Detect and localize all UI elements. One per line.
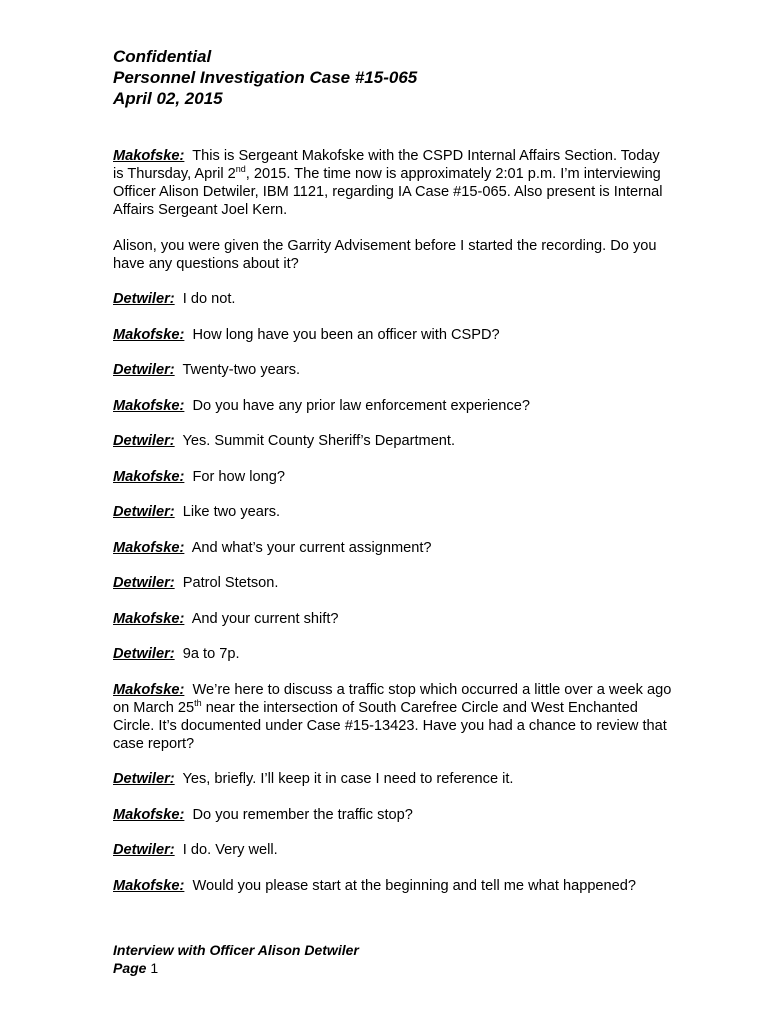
statement-text: Do you have any prior law enforcement experience? [192, 397, 530, 414]
transcript-paragraph [113, 539, 673, 557]
speaker-label: Detwiler: [113, 842, 175, 858]
speaker-label: Detwiler: [113, 433, 175, 449]
speaker-label: Makofske: [113, 610, 185, 627]
transcript-paragraph [113, 841, 673, 859]
speaker-label: Makofske: [113, 468, 185, 485]
speaker-label: Detwiler: [113, 291, 175, 307]
transcript-paragraph [113, 468, 673, 486]
confidential-label: Confidential [113, 47, 212, 66]
speaker-label: Detwiler: [113, 771, 175, 787]
transcript-paragraph [113, 290, 673, 308]
statement-text: Would you please start at the beginning and tell me what happened? [192, 877, 637, 894]
speaker-label: Detwiler: [113, 646, 175, 662]
speaker-label: Makofske: [113, 148, 185, 164]
transcript-paragraph [113, 237, 673, 273]
statement-text: For how long? [192, 468, 285, 485]
statement-text: How long have you been an officer with CSPD? [192, 326, 500, 343]
transcript-paragraph [113, 681, 673, 753]
transcript-paragraph [113, 397, 673, 415]
speaker-label: Makofske: [113, 326, 185, 343]
statement-text: 9a to 7p. [182, 646, 240, 662]
speaker-label: Makofske: [113, 539, 185, 556]
interview-transcript [113, 147, 673, 912]
document-header [113, 46, 673, 109]
speaker-label: Detwiler: [113, 575, 175, 591]
statement-text: Like two years. [182, 504, 281, 520]
page-number: 1 [150, 960, 159, 976]
ordinal-suffix: th [194, 697, 202, 708]
transcript-paragraph [113, 574, 673, 592]
page-indicator [113, 959, 673, 977]
transcript-paragraph [113, 147, 673, 219]
statement-text: I do. Very well. [182, 842, 278, 858]
transcript-paragraph [113, 326, 673, 344]
statement-text: Yes, briefly. I’ll keep it in case I need to reference it. [182, 771, 514, 787]
transcript-paragraph [113, 610, 673, 628]
statement-text: Alison, you were given the Garrity Advisement before I started the recording. Do you have any questions about it? [113, 237, 657, 272]
statement-text: And what’s your current assignment? [191, 539, 432, 556]
document-date: April 02, 2015 [113, 89, 223, 108]
transcript-paragraph [113, 503, 673, 521]
statement-text: Do you remember the traffic stop? [192, 806, 413, 823]
statement-text: , 2015. The time now is approximately 2:01 p.m. I’m interviewing Officer Alison Detwiler, IBM 1121, regarding IA Case #15-065. Also present is Internal Affairs Sergeant Joel Kern. [113, 166, 663, 218]
statement-text: Patrol Stetson. [182, 575, 279, 591]
statement-text: This is Sergeant Makofske with the CSPD Internal Affairs Section. Today is Thursday, April 2 [113, 148, 660, 182]
speaker-label: Detwiler: [113, 504, 175, 520]
statement-text: Yes. Summit County Sheriff’s Department. [182, 433, 456, 449]
transcript-paragraph [113, 361, 673, 379]
speaker-label: Makofske: [113, 877, 185, 894]
transcript-paragraph [113, 877, 673, 895]
speaker-label: Detwiler: [113, 362, 175, 378]
statement-text: Twenty-two years. [182, 362, 301, 378]
case-title: Personnel Investigation Case #15-065 [113, 68, 418, 87]
page-label: Page [113, 960, 147, 976]
speaker-label: Makofske: [113, 681, 185, 698]
document-footer [113, 941, 673, 977]
footer-title: Interview with Officer Alison Detwiler [113, 942, 359, 958]
speaker-label: Makofske: [113, 806, 185, 823]
statement-text: near the intersection of South Carefree Circle and West Enchanted Circle. It’s documented under Case #15-13423. Have you had a chance to review that case report? [113, 699, 667, 752]
transcript-paragraph [113, 770, 673, 788]
transcript-paragraph [113, 806, 673, 824]
transcript-paragraph [113, 645, 673, 663]
statement-text: I do not. [182, 291, 236, 307]
transcript-paragraph [113, 432, 673, 450]
statement-text: We’re here to discuss a traffic stop which occurred a little over a week ago on March 25 [113, 681, 672, 716]
statement-text: And your current shift? [191, 610, 339, 627]
speaker-label: Makofske: [113, 397, 185, 414]
ordinal-suffix: nd [235, 164, 246, 174]
